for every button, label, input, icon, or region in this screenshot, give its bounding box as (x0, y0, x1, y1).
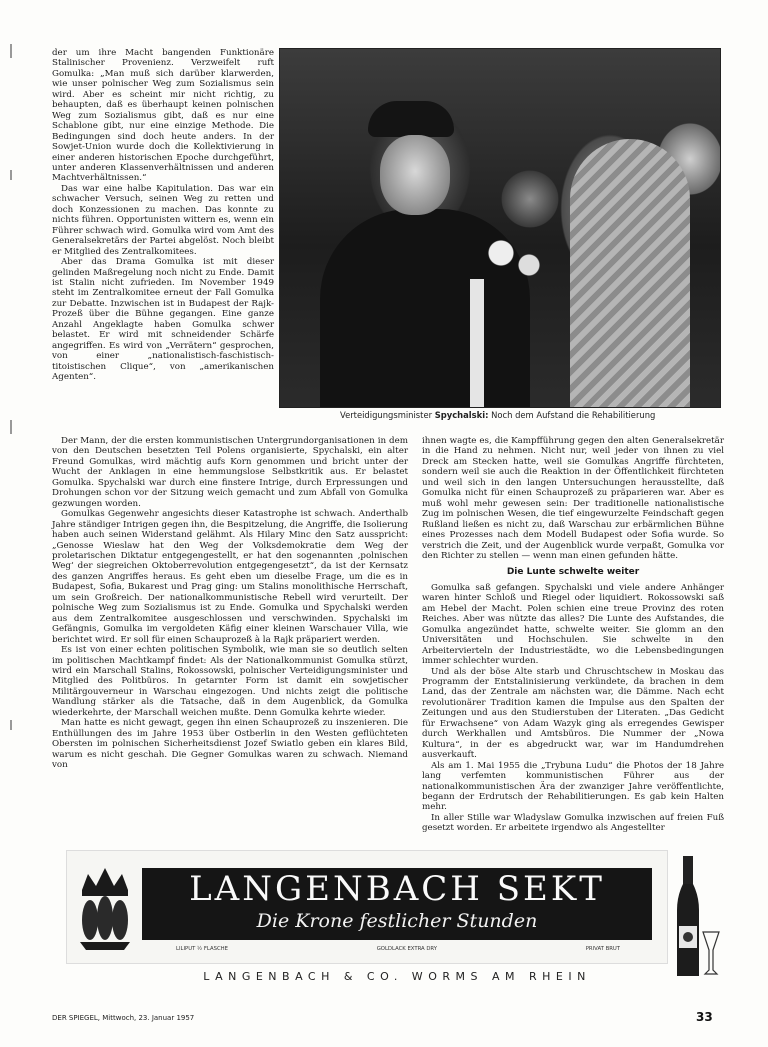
page-number: 33 (696, 1010, 713, 1024)
paragraph: Man hatte es nicht gewagt, gegen ihn einen Schauprozeß zu inszenieren. Die Enthüllungen des im Jahre 1953 über Ostberlin in den Westen geflüchteten Obersten im polnischen Sicherheitsdienst Jozef Swiatlo geben ein klares Bild, warum es nicht geschah. Die Gegner Gomulkas waren zu schwach. Niemand von (52, 718, 408, 771)
ad-product-label: GOLDLACK EXTRA DRY (376, 946, 437, 952)
champagne-bottle-icon (671, 852, 723, 984)
article-column-right (422, 436, 724, 834)
paragraph: Der Mann, der die ersten kommunistischen Untergrundorganisationen in dem von den Deutschen besetzten Teil Polens organisierte, Spychalski, ein alter Freund Gomulkas, wird mächtig aufs Korn genommen und bricht unter der Wucht der Anklagen in eine hemmungslose Selbstkritik aus. Er belastet Gomulka. Spychalski war durch eine finstere Intrige, durch Erpressungen und Drohungen schon vor der Sitzung weich gemacht und zum Abfall von Gomulka gezwungen worden. (52, 436, 408, 509)
paragraph: Gomulka saß gefangen. Spychalski und viele andere Anhänger waren hinter Schloß und Riegel oder liquidiert. Rokossowski saß am Hebel der Macht. Polen schien eine treue Provinz des roten Reiches. Aber was nützte das alles? Die Lunte des Aufstandes, die Gomulka angezündet hatte, schwelte weiter. Sie glomm an den Universitäten und Hochschulen. Sie schwelte in den Arbeitervierteln der Industriestädte, wo die Lebensbedingungen immer schlechter wurden. (422, 582, 724, 667)
paragraph: In aller Stille war Wladyslaw Gomulka inzwischen auf freien Fuß gesetzt worden. Er arbeitete irgendwo als Angestellter (422, 812, 724, 834)
photo-sash (470, 279, 484, 408)
news-photo (279, 48, 721, 408)
ad-slogan: Die Krone festlicher Stunden (256, 910, 538, 932)
ad-product-label: LILIPUT ½ FLASCHE (176, 946, 228, 952)
footer-publication: DER SPIEGEL, Mittwoch, 23. Januar 1957 (52, 1014, 195, 1022)
caption-rest: Noch dem Aufstand die Rehabilitierung (488, 410, 656, 420)
caption-prefix: Verteidigungsminister (340, 410, 435, 420)
crown-emblem-icon (74, 860, 136, 952)
paragraph: Es ist von einer echten politischen Symbolik, wie man sie so deutlich selten im politischen Machtkampf findet: Als der Nationalkommunist Gomulka stürzt, wird ein Marschall Stalins, Rokossowski, polnischer Verteidigungsminister und Mitglied des Politbüros. In getarnter Form ist damit ein sowjetischer Militärgouverneur in Warschau eingezogen. Und nichts zeigt die politische Wandlung stärker als die Tatsache, daß in dem Augenblick, da Gomulka wiederkehrte, der Marschall weichen mußte. Denn Gomulka kehrte wieder. (52, 645, 408, 718)
margin-mark (10, 44, 12, 58)
article-column-left (52, 48, 274, 383)
margin-mark (10, 720, 12, 730)
ad-title: LANGENBACH SEKT (189, 869, 605, 909)
photo-headscarf-figure (570, 139, 690, 408)
section-heading: Die Lunte schwelte weiter (506, 567, 640, 578)
paragraph: Als am 1. Mai 1955 die „Trybuna Ludu“ die Photos der 18 Jahre lang verfemten kommunistischen Führer aus der nationalkommunistischen Ära der zwanziger Jahre veröffentlichte, begann der Erdrutsch der Rehabilitierungen. Es gab kein Halten mehr. (422, 760, 724, 813)
advertisement (66, 850, 724, 986)
paragraph: Aber das Drama Gomulka ist mit dieser gelinden Maßregelung noch nicht zu Ende. Damit ist Stalin nicht zufrieden. Im November 1949 steht im Zentralkomitee erneut der Fall Gomulka zur Debatte. Inzwischen ist in Budapest der Rajk-Prozeß über die Bühne gegangen. Eine ganze Anzahl Angeklagte haben Gomulka schwer belastet. Er wird mit schneidender Schärfe angegriffen. Es wird von „Verrätern“ gesprochen, von einer „nationalistisch-faschistisch-titoistischen Clique“, von „amerikanischen Agenten“. (52, 257, 274, 383)
paragraph: Das war eine halbe Kapitulation. Das war ein schwacher Versuch, seinen Weg zu retten und doch Konzessionen zu machen. Das konnte zu nichts führen. Opportunisten wittern es, wenn ein Führer schwach wird. Gomulka wird vom Amt des Generalsekretärs der Partei abgelöst. Noch bleibt er Mitglied des Zentralkomitees. (52, 183, 274, 257)
photo-figure-cap (368, 101, 454, 137)
article-column-middle (52, 436, 408, 771)
caption-name: Spychalski: (434, 410, 489, 420)
margin-mark (10, 420, 12, 434)
paragraph: ihnen wagte es, die Kampfführung gegen den alten Generalsekretär in die Hand zu nehmen. Nicht nur, weil jeder von ihnen zu viel Dreck am Stecken hatte, weil sie Gomulkas Angriffe fürchteten, sondern weil sie auch die Reaktion in der Öffentlichkeit fürchteten und weil sich in den langen Untersuchungen herausstellte, daß Gomulka nicht für einen Schauprozeß zu präparieren war. Aber es muß wohl mehr gewesen sein: Der traditionelle nationalistische Zug im polnischen Wesen, die tief eingewurzelte Feindschaft gegen Rußland ließen es nicht zu, daß Warschau zur erbärmlichen Bühne eines Prozesses nach dem Modell Budapest oder Sofia wurde. So verstrich die Zeit, und der Augenblick wurde verpaßt, Gomulka vor den Richter zu stellen — wenn man einen gefunden hätte. (422, 436, 724, 561)
paragraph: Und als der böse Alte starb und Chruschtschew in Moskau das Programm der Entstalinisierung verkündete, da brachen in dem Land, das der Zentrale am nächsten war, die Dämme. Nach echt revolutionärer Tradition kamen die Impulse aus den Spalten der Zeitungen und aus den Studierstuben der Literaten. „Das Gedicht für Erwachsene“ von Adam Wazyk ging als erregendes Gewisper durch Werkhallen und Amtsbüros. Die Nummer der „Nowa Kultura“, in der es abgedruckt war, war im Handumdrehen ausverkauft. (422, 666, 724, 761)
photo-figure-face (380, 135, 450, 215)
margin-mark (10, 170, 12, 180)
photo-caption (340, 410, 740, 420)
photo-flowers (480, 229, 550, 289)
ad-product-labels (176, 946, 620, 952)
ad-product-label: PRIVAT BRUT (585, 946, 620, 952)
paragraph: Gomulkas Gegenwehr angesichts dieser Katastrophe ist schwach. Anderthalb Jahre ständiger Intrigen gegen ihn, die Bespitzelung, die Angriffe, die Isolierung haben auch seinen Widerstand gelähmt. Als Hilary Minc den Satz ausspricht: „Genosse Wieslaw hat den Weg der Volksdemokratie dem Weg der proletarischen Diktatur entgegengestellt, er hat den sogenannten ‚polnischen Weg‘ der siegreichen Oktoberrevolution entgegengesetzt“, da ist der Kernsatz des ganzen Angriffes heraus. Es geht eben um dieselbe Frage, um die es in Budapest, Sofia, Bukarest und Prag ging: um Stalins monolithische Herrschaft, um sein Großreich. Der nationalkommunistische Rebell wird verurteilt. Der polnische Weg zum Sozialismus ist zu Ende. Gomulka und Spychalski werden aus dem Zentralkomitee ausgeschlossen und verschwinden. Spychalski im Gefängnis, Gomulka im vergoldeten Käfig einer kleinen Warschauer Villa, wie berichtet wird. Er soll für einen Schauprozeß à la Rajk präpariert werden. (52, 509, 408, 645)
ad-company-line: LANGENBACH & CO. WORMS AM RHEIN (203, 970, 591, 983)
paragraph: der um ihre Macht bangenden Funktionäre Stalinischer Provenienz. Verzweifelt ruft Gomulka: „Man muß sich darüber klarwerden, wie unser polnischer Weg zum Sozialismus sein wird. Aber es scheint mir nicht richtig, zu behaupten, daß es überhaupt keinen polnischen Weg zum Sozialismus gibt, daß es nur eine Schablone gibt, nur eine einzige Methode. Die Bedingungen sind doch heute anders. In der Sowjet-Union wurde doch die Kollektivierung in einer anderen historischen Epoche durchgeführt, unter anderen Klassenverhältnissen und anderen Machtverhältnissen.“ (52, 48, 274, 184)
